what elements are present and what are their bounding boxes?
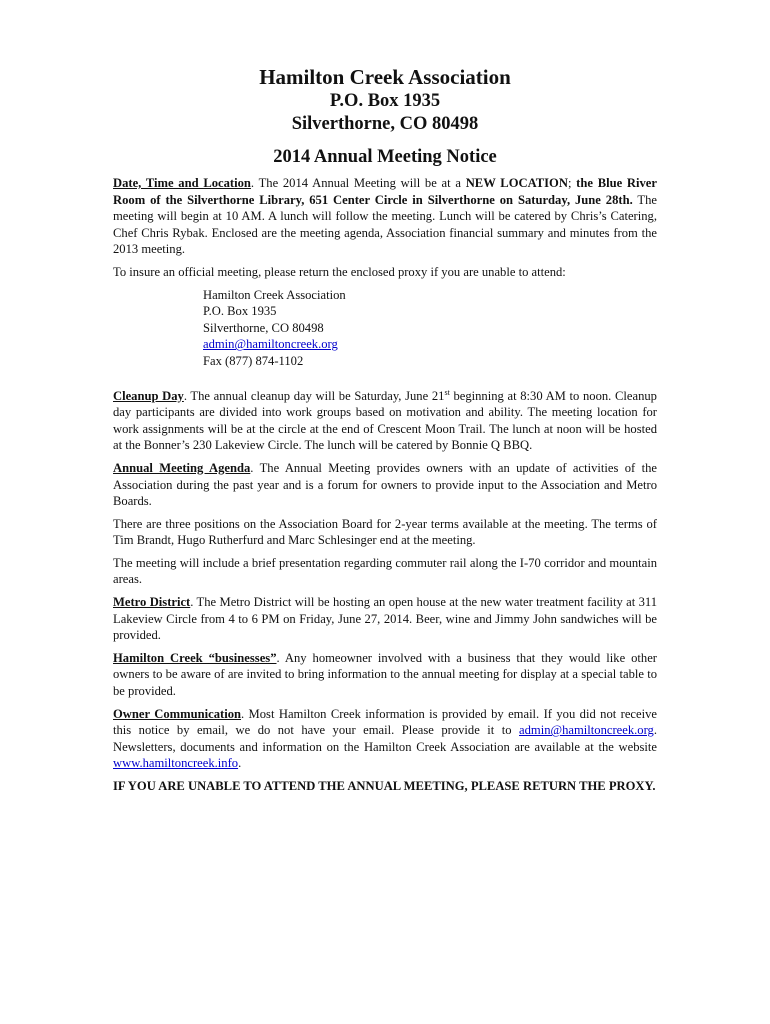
- communication-text-2: . Newsletters, documents and information on the Hamilton Creek Association are available at the website: [113, 723, 657, 754]
- address-line-1: Hamilton Creek Association: [203, 287, 346, 302]
- date-location-text-1: . The 2014 Annual Meeting will be at a: [250, 176, 466, 190]
- mailing-address: [203, 287, 657, 370]
- proxy-intro: To insure an official meeting, please return the enclosed proxy if you are unable to attend:: [113, 264, 566, 279]
- date-location-text-2: ;: [567, 176, 577, 190]
- positions-paragraph: There are three positions on the Association Board for 2-year terms available at the meeting. The terms of Tim Brandt, Hugo Rutherfurd and Marc Schlesinger end at the meeting.: [113, 516, 657, 548]
- venue-details: the Blue River Room of the Silverthorne Library, 651 Center Circle in Silverthorne on Saturday, June 28th.: [113, 176, 657, 207]
- businesses-heading: Hamilton Creek “businesses”: [113, 650, 277, 665]
- po-box: P.O. Box 1935: [329, 91, 441, 111]
- businesses-text: . Any homeowner involved with a business that they would like other owners to be aware of are invited to bring information to the annual meeting for display at a special table to be provided.: [113, 650, 657, 699]
- address-fax: Fax (877) 874-1102: [203, 353, 304, 368]
- metro-text: . The Metro District will be hosting an open house at the new water treatment facility at 311 Lakeview Circle from 4 to 6 PM on Friday, June 27, 2014. Beer, wine and Jimmy John sandwiches will be provided.: [113, 595, 657, 643]
- address-email-link[interactable]: admin@hamiltoncreek.org: [203, 337, 338, 352]
- communication-paragraph: [113, 706, 657, 772]
- cleanup-heading: Cleanup Day: [113, 388, 184, 403]
- website-link[interactable]: www.hamiltoncreek.info: [113, 756, 239, 771]
- date-location-text-3: The meeting will begin at 10 AM. A lunch will follow the meeting. Lunch will be catered by Chris’s Catering, Chef Chris Rybak. Enclosed are the meeting agenda, Association financial summary and minutes from the 2013 meeting.: [113, 192, 657, 257]
- communication-heading: Owner Communication: [113, 706, 242, 721]
- agenda-heading: Annual Meeting Agenda: [113, 460, 251, 475]
- agenda-text: . The Annual Meeting provides owners with an update of activities of the Association during the past year and is a forum for owners to provide input to the Association and Metro Boards.: [113, 460, 657, 509]
- final-notice: IF YOU ARE UNABLE TO ATTEND THE ANNUAL MEETING, PLEASE RETURN THE PROXY.: [113, 779, 656, 793]
- city-state-zip: Silverthorne, CO 80498: [291, 114, 479, 134]
- businesses-paragraph: [113, 650, 657, 700]
- date-suffix: st: [444, 387, 450, 397]
- metro-heading: Metro District: [113, 595, 191, 610]
- address-line-3: Silverthorne, CO 80498: [203, 320, 324, 335]
- metro-paragraph: [113, 594, 657, 644]
- communication-text-1: . Most Hamilton Creek information is provided by email. If you did not receive this notice by email, we do not have your email. Please provide it to: [113, 706, 658, 738]
- address-line-2: P.O. Box 1935: [203, 304, 277, 319]
- communication-text-3: .: [238, 756, 242, 771]
- new-location-label: NEW LOCATION: [465, 176, 568, 190]
- date-location-heading: Date, Time and Location: [113, 176, 251, 190]
- organization-name: Hamilton Creek Association: [259, 65, 511, 89]
- notice-title: 2014 Annual Meeting Notice: [273, 147, 497, 167]
- date-location-paragraph: [113, 175, 657, 258]
- document-page: [113, 62, 657, 795]
- letterhead: [113, 64, 657, 169]
- presentation-paragraph: The meeting will include a brief presentation regarding commuter rail along the I-70 corridor and mountain areas.: [113, 555, 657, 587]
- cleanup-paragraph: [113, 388, 657, 454]
- cleanup-text-2: beginning at 8:30 AM to noon. Cleanup day participants are divided into work groups based on motivation and ability. The meeting location for work assignments will be at the circle at the end of Crescent Moon Trail. The lunch at noon will be hosted at the Bonner’s 230 Lakeview Circle. The lunch will be catered by Bonnie Q BBQ.: [113, 388, 657, 453]
- communication-email-link[interactable]: admin@hamiltoncreek.org: [519, 723, 654, 738]
- agenda-paragraph: [113, 460, 657, 510]
- cleanup-text-1: . The annual cleanup day will be Saturday, June 21: [183, 388, 445, 403]
